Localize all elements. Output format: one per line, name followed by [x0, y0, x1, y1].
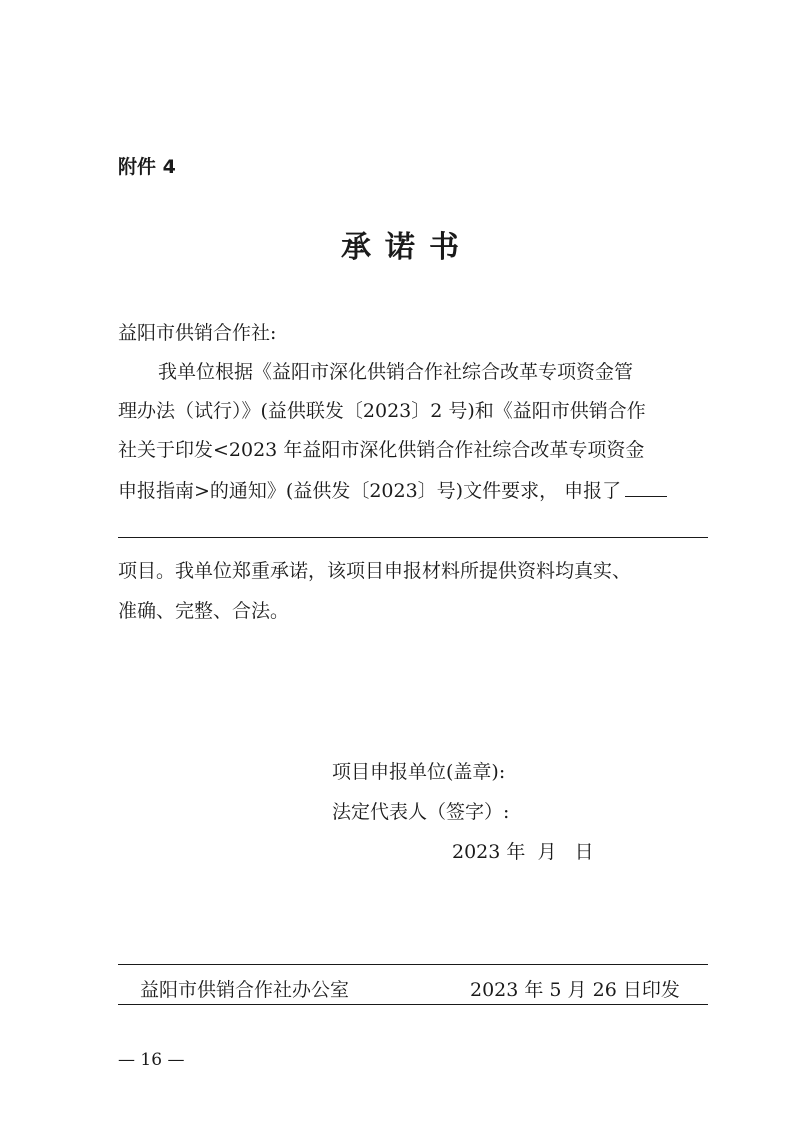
seal-unit-label: 项目申报单位(盖章): [332, 761, 506, 783]
footer-bottom-rule [118, 1004, 708, 1005]
footer-issuer: 益阳市供销合作社办公室 [140, 979, 350, 1001]
page-number: — 16 — [118, 1050, 185, 1070]
body-line-1: 我单位根据《益阳市深化供销合作社综合改革专项资金管 [158, 361, 634, 383]
body-line-4-text: 申报指南>的通知》(益供发〔2023〕号)文件要求， 申报了 [118, 480, 622, 502]
footer-issue-date: 2023 年 5 月 26 日印发 [470, 979, 680, 1001]
project-name-blank [625, 480, 667, 497]
signature-date: 2023 年 月 日 [452, 841, 594, 863]
footer-top-rule [118, 964, 708, 965]
body-line-4 [118, 476, 667, 503]
body-line-2: 理办法（试行）》(益供联发〔2023〕2 号)和《益阳市供销合作 [118, 400, 646, 422]
continuation-line-1: 项目。我单位郑重承诺，该项目申报材料所提供资料均真实、 [118, 560, 632, 582]
project-name-line [118, 537, 708, 538]
addressee: 益阳市供销合作社: [118, 322, 277, 344]
legal-representative-label: 法定代表人（签字）: [332, 801, 510, 823]
body-line-3: 社关于印发<2023 年益阳市深化供销合作社综合改革专项资金 [118, 439, 645, 461]
attachment-label: 附件 4 [118, 156, 176, 178]
continuation-line-2: 准确、完整、合法。 [118, 600, 290, 622]
document-title: 承诺书 [341, 230, 473, 265]
